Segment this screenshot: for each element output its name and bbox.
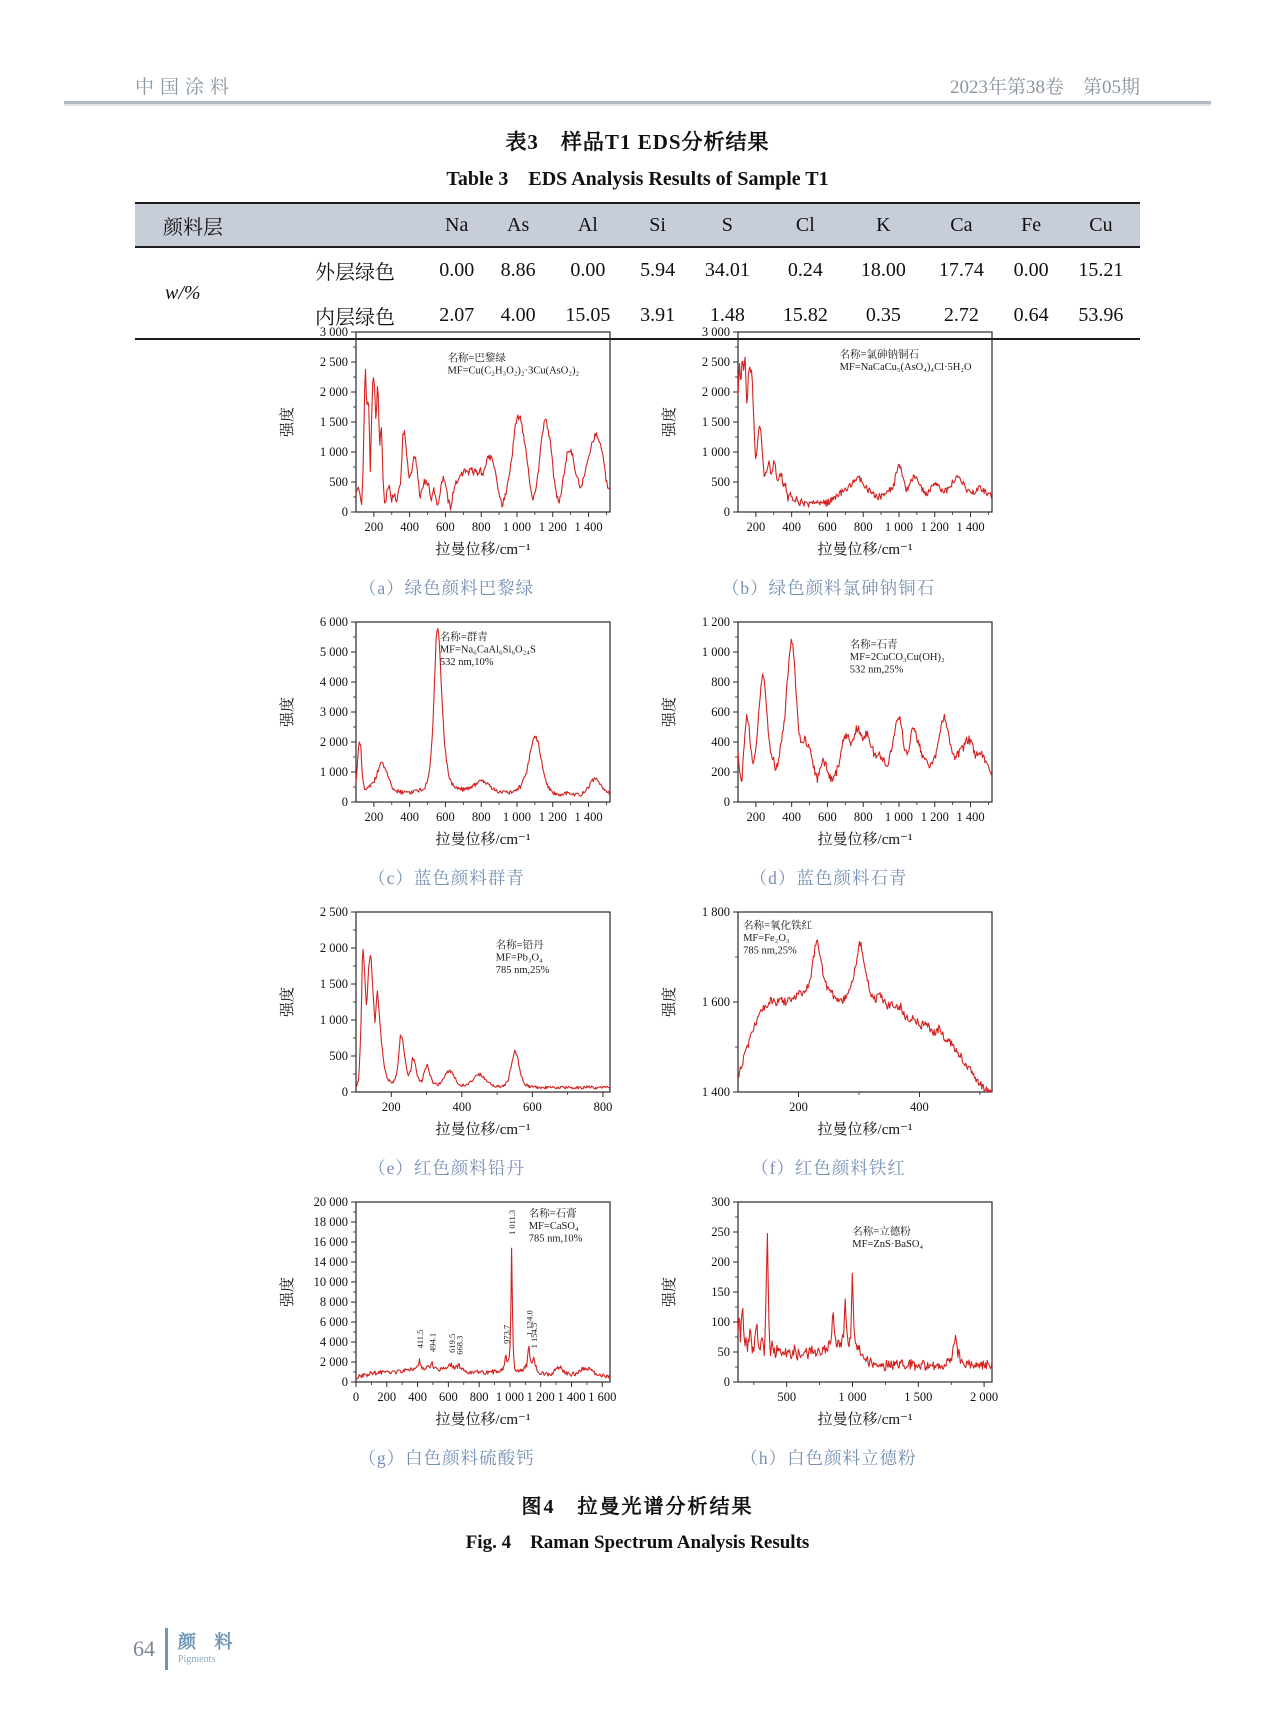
y-tick-label: 1 000 — [319, 445, 348, 459]
x-tick-label: 200 — [364, 810, 383, 824]
row-label: 外层绿色 — [315, 262, 395, 284]
chart-cell-e — [272, 900, 622, 1180]
table-cell: 8.86 — [500, 259, 536, 281]
y-tick-label: 1 200 — [701, 615, 730, 629]
x-tick-label: 400 — [781, 520, 801, 534]
chart-caption-g: （g）白色颜料硫酸钙 — [358, 1448, 535, 1468]
chart-cell-a — [272, 320, 622, 600]
x-tick-label: 0 — [352, 1390, 359, 1404]
annotation-line: 532 nm,10% — [439, 657, 493, 669]
table-cell: 1.48 — [709, 304, 745, 326]
table-cell: 53.96 — [1078, 304, 1124, 326]
y-axis-label: 强度 — [661, 696, 678, 728]
peak-label: 1 124.0 — [524, 1310, 535, 1336]
chart-caption-h: （h）白色颜料立德粉 — [740, 1448, 917, 1468]
y-tick-label: 0 — [723, 1375, 730, 1389]
y-tick-label: 50 — [717, 1345, 730, 1359]
y-tick-label: 3 000 — [319, 705, 348, 719]
y-tick-label: 600 — [710, 705, 730, 719]
y-axis-label: 强度 — [661, 1276, 678, 1308]
annotation-line: MF=2CuCO₃Cu(OH)₂ — [849, 651, 945, 663]
table-row — [135, 247, 1140, 293]
table-cell: 17.74 — [938, 259, 984, 281]
table-header-row — [135, 203, 1140, 247]
raman-spectrum-b — [654, 320, 1004, 570]
annotation-line: MF=CaSO₄ — [528, 1221, 579, 1233]
y-tick-label: 2 500 — [319, 905, 348, 919]
y-tick-label: 2 000 — [319, 941, 348, 955]
y-tick-label: 400 — [710, 735, 730, 749]
table-header-cell: 颜料层 — [163, 216, 223, 239]
y-tick-label: 1 000 — [319, 1013, 348, 1027]
y-tick-label: 1 800 — [701, 905, 730, 919]
annotation-line: 名称=石膏 — [528, 1208, 577, 1220]
y-tick-label: 6 000 — [319, 1315, 348, 1330]
peak-label: 668.3 — [453, 1335, 464, 1355]
peak-label: 619.5 — [446, 1333, 457, 1353]
y-axis-label: 强度 — [279, 696, 296, 728]
y-tick-label: 0 — [341, 795, 348, 809]
table-section — [135, 126, 1140, 340]
annotation-line: MF=Pb₃O₄ — [495, 952, 543, 964]
table-header-cell: Cu — [1089, 213, 1113, 236]
table-cell: 4.00 — [500, 304, 536, 326]
y-tick-label: 1 500 — [319, 977, 348, 991]
table-cell: 0.35 — [865, 304, 901, 326]
x-tick-label: 1 400 — [573, 520, 603, 534]
table-cell: 0.00 — [570, 259, 606, 281]
table-cell: 15.82 — [782, 304, 828, 326]
y-tick-label: 2 000 — [319, 1355, 348, 1370]
x-tick-label: 200 — [364, 520, 383, 534]
annotation-line: MF=Cu(C₂H₃O₂)₂·3Cu(AsO₂)₂ — [446, 365, 579, 377]
annotation-line: MF=NaCaCu₅(AsO₄)₄Cl·5H₂O — [839, 361, 972, 373]
table-header-cell: S — [721, 213, 733, 236]
y-tick-label: 3 000 — [701, 325, 730, 339]
y-tick-label: 14 000 — [313, 1254, 348, 1269]
y-tick-label: 1 000 — [319, 765, 348, 779]
table-header-cell: Fe — [1021, 213, 1042, 236]
x-axis-label: 拉曼位移/cm⁻¹ — [817, 1122, 912, 1138]
table-cell: 0.24 — [787, 259, 823, 281]
x-tick-label: 1 400 — [955, 520, 985, 534]
x-tick-label: 2 000 — [969, 1390, 998, 1404]
table-cell: 15.05 — [565, 304, 611, 326]
y-tick-label: 6 000 — [319, 615, 348, 629]
table-cell: 2.72 — [943, 304, 979, 326]
raman-spectrum-d — [654, 610, 1004, 860]
y-tick-label: 100 — [710, 1315, 730, 1329]
x-tick-label: 1 400 — [955, 810, 985, 824]
spectrum-path — [356, 1248, 610, 1379]
y-tick-label: 2 500 — [319, 355, 348, 369]
raman-spectrum-h — [654, 1190, 1004, 1440]
y-axis-label: 强度 — [279, 1276, 296, 1308]
table-cell: 0.64 — [1013, 304, 1049, 326]
chart-cell-b — [654, 320, 1004, 600]
x-tick-label: 1 400 — [556, 1390, 586, 1404]
y-tick-label: 1 600 — [701, 995, 730, 1009]
y-tick-label: 0 — [723, 505, 730, 519]
y-tick-label: 18 000 — [313, 1214, 348, 1229]
annotation-line: 785 nm,10% — [528, 1233, 582, 1245]
y-tick-label: 1 500 — [701, 415, 730, 429]
x-tick-label: 200 — [746, 520, 765, 534]
y-tick-label: 150 — [710, 1285, 730, 1299]
y-tick-label: 4 000 — [319, 1335, 348, 1350]
table-title-en: Table 3 EDS Analysis Results of Sample T1 — [446, 168, 829, 190]
x-tick-label: 1 200 — [920, 520, 949, 534]
x-tick-label: 1 200 — [526, 1390, 555, 1404]
annotation-line: 名称=石青 — [849, 639, 898, 651]
table-cell: 3.91 — [640, 304, 676, 326]
row-group-label: w/% — [165, 281, 201, 304]
x-tick-label: 600 — [522, 1100, 542, 1114]
x-tick-label: 400 — [781, 810, 801, 824]
y-tick-label: 8 000 — [319, 1295, 348, 1310]
y-tick-label: 5 000 — [319, 645, 348, 659]
y-tick-label: 0 — [723, 795, 730, 809]
y-tick-label: 1 000 — [701, 445, 730, 459]
x-tick-label: 400 — [451, 1100, 471, 1114]
y-axis-label: 强度 — [661, 986, 678, 1018]
footer-divider — [165, 1628, 168, 1670]
x-tick-label: 400 — [407, 1390, 427, 1404]
raman-spectrum-f — [654, 900, 1004, 1150]
raman-spectrum-c — [272, 610, 622, 860]
y-tick-label: 800 — [710, 675, 730, 689]
x-tick-label: 800 — [593, 1100, 612, 1114]
chart-caption-b: （b）绿色颜料氯砷钠铜石 — [721, 578, 936, 598]
y-tick-label: 1 000 — [701, 645, 730, 659]
figure-captions — [268, 1490, 1008, 1554]
x-axis-label: 拉曼位移/cm⁻¹ — [435, 1412, 530, 1428]
y-tick-label: 500 — [710, 475, 730, 489]
x-tick-label: 1 000 — [495, 1390, 524, 1404]
annotation-line: 名称=巴黎绿 — [446, 353, 506, 364]
plot-frame — [356, 912, 610, 1092]
y-tick-label: 0 — [341, 1085, 348, 1099]
annotation-line: 名称=群青 — [439, 632, 488, 644]
figure-4 — [268, 320, 1008, 1554]
y-tick-label: 1 400 — [701, 1085, 730, 1099]
x-tick-label: 800 — [853, 520, 873, 534]
y-tick-label: 200 — [710, 1255, 730, 1269]
table-header-cell: Na — [445, 213, 469, 236]
table-cell: 15.21 — [1078, 259, 1124, 281]
footer-section — [178, 1633, 240, 1666]
x-tick-label: 1 200 — [920, 810, 949, 824]
annotation-line: 532 nm,25% — [849, 664, 903, 676]
annotation-line: MF=Na₆CaAl₆Si₆O₂₄S — [439, 644, 536, 656]
chart-caption-a: （a）绿色颜料巴黎绿 — [358, 578, 535, 598]
issue-info: 2023年第38卷 第05期 — [949, 77, 1140, 98]
y-tick-label: 4 000 — [319, 675, 348, 689]
annotation-line: 名称=立德粉 — [851, 1226, 911, 1238]
table-header-cell: Al — [577, 213, 598, 236]
annotation-line: 名称=氧化铁红 — [742, 920, 812, 932]
table-cell: 5.94 — [640, 259, 676, 281]
chart-cell-f — [654, 900, 1004, 1180]
x-tick-label: 200 — [381, 1100, 401, 1114]
x-tick-label: 1 200 — [538, 520, 567, 534]
x-tick-label: 800 — [469, 1390, 489, 1404]
spectrum-path — [738, 357, 992, 507]
peak-label: 494.1 — [427, 1332, 438, 1352]
x-tick-label: 600 — [817, 810, 837, 824]
annotation-line: 785 nm,25% — [742, 945, 797, 957]
chart-cell-d — [654, 610, 1004, 890]
section-label: 颜 料 — [178, 1631, 240, 1652]
y-tick-label: 0 — [341, 1375, 348, 1389]
y-tick-label: 2 000 — [319, 735, 348, 749]
table-header-cell: Si — [649, 213, 666, 236]
x-axis-label: 拉曼位移/cm⁻¹ — [435, 832, 530, 848]
x-tick-label: 200 — [788, 1100, 808, 1114]
y-tick-label: 16 000 — [313, 1234, 348, 1249]
x-tick-label: 800 — [471, 520, 491, 534]
figure-caption-zh: 图4 拉曼光谱分析结果 — [521, 1496, 754, 1518]
x-tick-label: 1 000 — [502, 810, 531, 824]
table-cell: 34.01 — [704, 259, 750, 281]
y-axis-label: 强度 — [279, 986, 296, 1018]
x-tick-label: 1 000 — [502, 520, 531, 534]
y-tick-label: 2 000 — [701, 385, 730, 399]
row-label: 内层绿色 — [315, 307, 395, 329]
table-header-cell: Ca — [950, 213, 973, 236]
y-tick-label: 2 500 — [701, 355, 730, 369]
y-tick-label: 1 500 — [319, 415, 348, 429]
page-header — [135, 72, 1140, 99]
x-axis-label: 拉曼位移/cm⁻¹ — [435, 542, 530, 558]
chart-caption-d: （d）蓝色颜料石青 — [749, 868, 908, 888]
x-axis-label: 拉曼位移/cm⁻¹ — [817, 1412, 912, 1428]
x-tick-label: 1 600 — [587, 1390, 616, 1404]
peak-label: 1 011.3 — [506, 1209, 517, 1235]
y-axis-label: 强度 — [279, 406, 296, 438]
section-sublabel: Pigments — [178, 1654, 216, 1666]
chart-caption-e: （e）红色颜料铅丹 — [368, 1158, 525, 1178]
chart-cell-h — [654, 1190, 1004, 1470]
chart-caption-c: （c）蓝色颜料群青 — [368, 868, 525, 888]
table-title-zh: 表3 样品T1 EDS分析结果 — [505, 130, 770, 154]
y-tick-label: 10 000 — [313, 1274, 348, 1289]
x-tick-label: 800 — [853, 810, 873, 824]
x-tick-label: 400 — [399, 520, 419, 534]
annotation-line: 名称=氯砷钠铜石 — [839, 349, 919, 361]
annotation-line: MF=ZnS·BaSO₄ — [851, 1239, 923, 1251]
x-tick-label: 600 — [817, 520, 837, 534]
x-tick-label: 200 — [746, 810, 765, 824]
spectrum-path — [738, 1234, 992, 1371]
x-axis-label: 拉曼位移/cm⁻¹ — [817, 542, 912, 558]
journal-title: 中国涂料 — [135, 77, 236, 98]
x-tick-label: 800 — [471, 810, 491, 824]
page-number: 64 — [133, 1636, 155, 1661]
y-tick-label: 500 — [328, 475, 348, 489]
y-tick-label: 3 000 — [319, 325, 348, 339]
y-tick-label: 20 000 — [313, 1195, 348, 1209]
annotation-line: 785 nm,25% — [495, 965, 549, 977]
annotation-line: MF=Fe₂O₃ — [742, 932, 790, 944]
table-cell: 18.00 — [860, 259, 906, 281]
peak-label: 411.5 — [414, 1329, 425, 1349]
peak-label: 1 154.5 — [528, 1322, 539, 1349]
table-cell: 0.00 — [1013, 259, 1049, 281]
charts-grid — [268, 320, 1008, 1470]
x-tick-label: 400 — [909, 1100, 929, 1114]
x-tick-label: 600 — [435, 520, 455, 534]
x-axis-label: 拉曼位移/cm⁻¹ — [435, 1122, 530, 1138]
raman-spectrum-g — [272, 1190, 622, 1440]
x-tick-label: 1 000 — [837, 1390, 867, 1404]
table-header-cell: K — [876, 213, 891, 236]
y-tick-label: 300 — [710, 1195, 730, 1209]
spectrum-path — [356, 949, 610, 1089]
x-tick-label: 1 000 — [884, 520, 913, 534]
y-tick-label: 2 000 — [319, 385, 348, 399]
raman-spectrum-a — [272, 320, 622, 570]
y-tick-label: 500 — [328, 1049, 348, 1063]
table-cell: 0.00 — [439, 259, 475, 281]
table-header-cell: Cl — [795, 213, 815, 236]
x-tick-label: 1 500 — [903, 1390, 932, 1404]
x-tick-label: 200 — [376, 1390, 396, 1404]
page-footer — [133, 1628, 240, 1670]
chart-cell-g — [272, 1190, 622, 1470]
spectrum-path — [356, 369, 610, 510]
x-tick-label: 1 200 — [538, 810, 567, 824]
x-tick-label: 400 — [399, 810, 419, 824]
y-tick-label: 250 — [710, 1225, 730, 1239]
spectrum-path — [738, 940, 992, 1092]
x-tick-label: 500 — [776, 1390, 796, 1404]
y-tick-label: 200 — [710, 765, 730, 779]
table-cell: 2.07 — [439, 304, 475, 326]
x-tick-label: 600 — [438, 1390, 458, 1404]
annotation-line: 名称=铅丹 — [495, 940, 544, 952]
x-axis-label: 拉曼位移/cm⁻¹ — [817, 832, 912, 848]
y-tick-label: 0 — [341, 505, 348, 519]
peak-label: 973.7 — [500, 1324, 511, 1344]
header-rule — [64, 101, 1211, 104]
chart-caption-f: （f）红色颜料铁红 — [751, 1158, 906, 1178]
figure-caption-en: Fig. 4 Raman Spectrum Analysis Results — [465, 1532, 810, 1553]
x-tick-label: 1 000 — [884, 810, 913, 824]
y-axis-label: 强度 — [661, 406, 678, 438]
x-tick-label: 1 400 — [573, 810, 603, 824]
table-header-cell: As — [507, 213, 530, 236]
chart-cell-c — [272, 610, 622, 890]
x-tick-label: 600 — [435, 810, 455, 824]
raman-spectrum-e — [272, 900, 622, 1150]
